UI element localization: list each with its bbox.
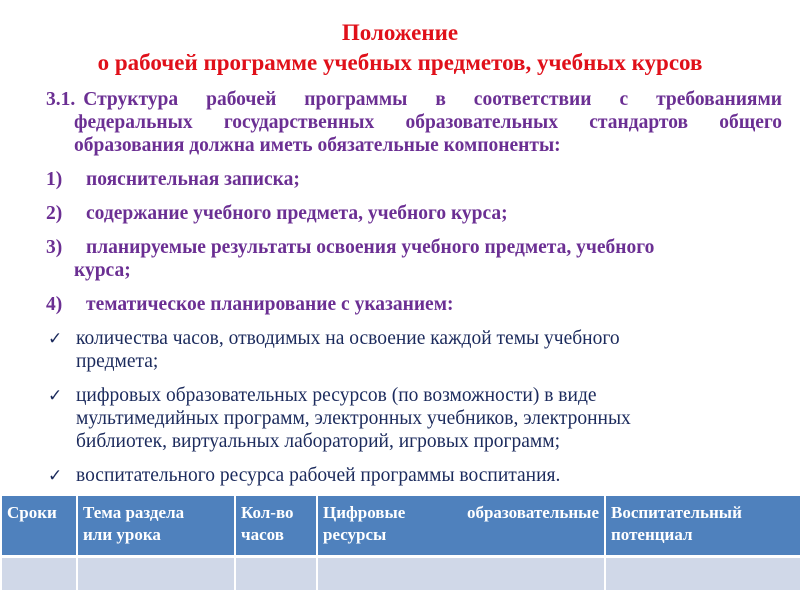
list-marker: 2) [46,203,63,224]
column-header-hours: Кол-во часов [236,496,316,558]
list-item-text: тематическое планирование с указанием: [86,294,454,315]
list-item-text: планируемые результаты освоения учебного предмета, учебного курса; [74,237,655,281]
column-header-educational-potential: Воспитательный потенциал [606,496,800,558]
component-item-1 [46,168,786,191]
check-icon: ✓ [48,466,63,485]
document-title: Положение [341,20,459,45]
check-icon: ✓ [48,386,63,405]
document-subtitle: о рабочей программе учебных предметов, учебных курсов [97,50,703,75]
column-header-digital-resources: Цифровые образовательные ресурсы [318,496,604,558]
section-3-1-paragraph [46,88,782,157]
component-item-3 [46,236,786,282]
table-cell-hours[interactable] [236,558,316,590]
checklist-item-text: количества часов, отводимых на освоение каждой темы учебного предмета; [76,328,620,372]
section-line-1: 3.1. Структура рабочей программы в соответствии с требованиями [46,89,782,110]
component-item-4 [46,293,786,316]
table-cell-topic[interactable] [78,558,234,590]
check-icon: ✓ [48,329,63,348]
column-header-dates: Сроки [2,496,76,558]
table-row [2,558,800,590]
thematic-planning-table [0,496,800,590]
list-marker: 1) [46,169,63,190]
table-cell-dates[interactable] [2,558,76,590]
list-marker: 4) [46,294,63,315]
table-cell-educational-potential[interactable] [606,558,800,590]
component-item-2 [46,202,786,225]
section-line-3: образования должна иметь обязательные компоненты: [74,135,561,156]
column-header-topic: Тема раздела или урока [78,496,234,558]
table-cell-digital-resources[interactable] [318,558,604,590]
section-line-2: федеральных государственных образовательных стандартов общего [74,112,782,133]
section-number: 3.1. [46,89,76,110]
checklist-item-text: цифровых образовательных ресурсов (по возможности) в виде мультимедийных программ, электронных учебников, электронных библиотек, виртуальных лабораторий, игровых программ; [76,385,631,452]
list-marker: 3) [46,237,63,258]
checklist-item-text: воспитательного ресурса рабочей программы воспитания. [76,465,561,486]
table-header-row [2,496,800,558]
list-item-text: содержание учебного предмета, учебного курса; [86,203,508,224]
list-item-text: пояснительная записка; [86,169,300,190]
